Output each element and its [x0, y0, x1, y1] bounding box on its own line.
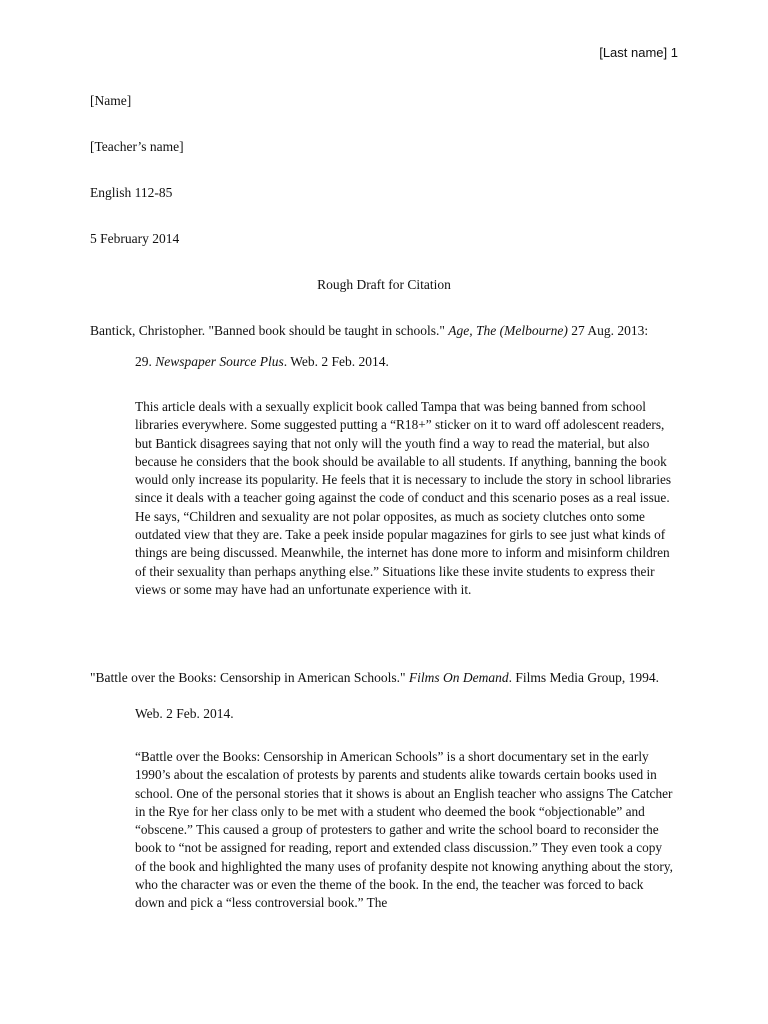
citation-1-line-2: [135, 353, 389, 371]
course-name: English 112-85: [90, 185, 173, 200]
citation-2-text-a: "Battle over the Books: Censorship in American Schools.": [90, 670, 409, 685]
citation-2-text-b: . Films Media Group, 1994.: [508, 670, 659, 685]
citation-2-line-1: [90, 669, 659, 687]
citation-1-text-b: 27 Aug. 2013:: [567, 323, 649, 338]
citation-1-source-title: Age, The (Melbourne): [448, 323, 568, 338]
running-head: [Last name] 1: [599, 45, 678, 60]
citation-1-text-a: Bantick, Christopher. "Banned book should be taught in schools.": [90, 323, 449, 338]
citation-1-line-1: [90, 322, 648, 340]
annotation-1: This article deals with a sexually explicit book called Tampa that was being banned from school libraries everywhere. Some suggested putting a “R18+” sticker on it to ward off adolescent readers, but Bantick disagrees saying that not only will the youth find a way to read the material, but also because he considers that the book should be available to all students. If anything, banning the book would only increase its popularity. He feels that it is necessary to include the story in school libraries since it deals with a teacher going against the code of conduct and this scenario poses as a real issue. He says, “Children and sexuality are not polar opposites, as much as society clutches onto some outdated view that they are. Take a peek inside popular magazines for girls to see just what kinds of things are being discussed. Meanwhile, the internet has done more to inform and misinform children of their sexuality than perhaps anything else.” Situations like these invite students to express their views or some may have had an unfortunate experience with it.: [135, 399, 672, 597]
annotation-2: “Battle over the Books: Censorship in American Schools” is a short documentary set in the early 1990’s about the escalation of protests by parents and students alike towards certain books used in school. One of the personal stories that it shows is about an English teacher who assigns The Catcher in the Rye for her class only to be met with a student who deemed the book “objectionable” and “obscene.” This caused a group of protesters to gather and write the school board to reconsider the book to “not be assigned for reading, report and extended class discussion.” They even took a copy of the book and highlighted the many uses of profanity despite not knowing anything about the story, who the character was or even the theme of the book. In the end, the teacher was forced to back down and pick a “less controversial book.” The: [135, 749, 673, 911]
citation-2-source-title: Films On Demand: [408, 670, 509, 685]
citation-1-page: 29.: [135, 354, 156, 369]
document-title: Rough Draft for Citation: [317, 277, 451, 292]
citation-1-database: Newspaper Source Plus: [155, 354, 284, 369]
teacher-name: [Teacher’s name]: [90, 139, 184, 154]
citation-2-line-2: Web. 2 Feb. 2014.: [135, 706, 234, 721]
student-name: [Name]: [90, 93, 132, 108]
citation-1-access: . Web. 2 Feb. 2014.: [283, 354, 389, 369]
document-date: 5 February 2014: [90, 231, 180, 246]
